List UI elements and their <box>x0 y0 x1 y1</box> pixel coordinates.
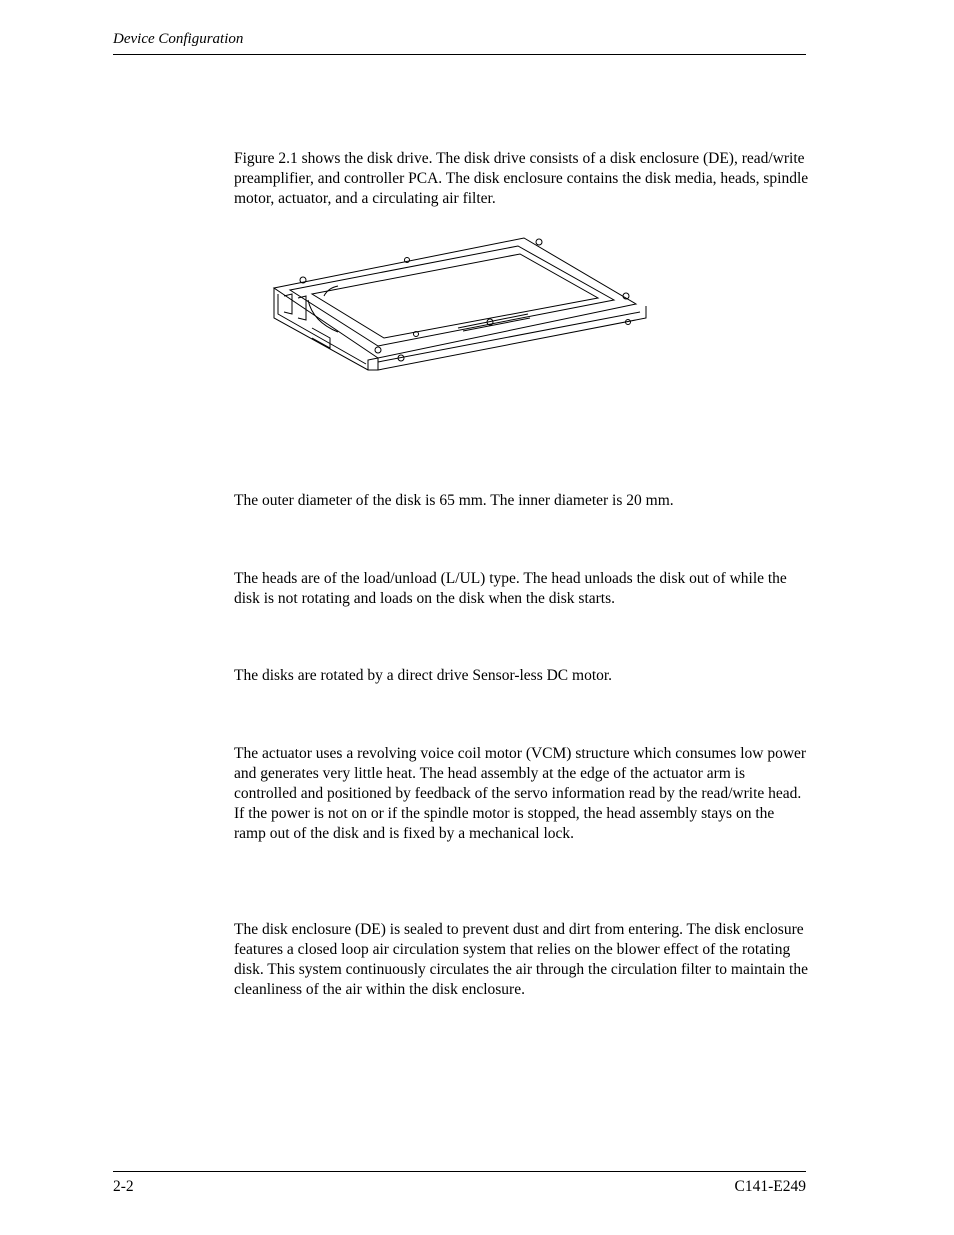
page-number: 2-2 <box>113 1178 134 1195</box>
air-circulation-paragraph: The disk enclosure (DE) is sealed to prevent dust and dirt from entering. The disk enclosure features a closed loop air circulation system that relies on the blower effect of the rotating disk. This system continuously circulates the air through the circulation filter to maintain the cleanliness of the air within the disk enclosure. <box>234 921 808 998</box>
running-header-title: Device Configuration <box>113 31 244 47</box>
header-rule <box>113 54 806 55</box>
spindle-motor-paragraph: The disks are rotated by a direct drive Sensor-less DC motor. <box>234 667 613 684</box>
disk-drive-figure <box>268 234 650 376</box>
disk-drive-icon <box>268 234 650 376</box>
disk-paragraph: The outer diameter of the disk is 65 mm. The inner diameter is 20 mm. <box>234 492 674 509</box>
intro-paragraph: Figure 2.1 shows the disk drive. The disk drive consists of a disk enclosure (DE), read/write preamplifier, and controller PCA. The disk enclosure contains the disk media, heads, spindle motor, actuator, and a circulating air filter. <box>234 150 809 207</box>
heads-paragraph: The heads are of the load/unload (L/UL) type. The head unloads the disk out of while the disk is not rotating and loads on the disk when the disk starts. <box>234 570 787 607</box>
footer-rule <box>113 1171 806 1172</box>
document-id: C141-E249 <box>734 1178 806 1195</box>
actuator-paragraph: The actuator uses a revolving voice coil motor (VCM) structure which consumes low power and generates very little heat. The head assembly at the edge of the actuator arm is controlled and positioned by feedback of the servo information read by the read/write head. If the power is not on or if the spindle motor is stopped, the head assembly stays on the ramp out of the disk and is fixed by a mechanical lock. <box>234 745 807 842</box>
